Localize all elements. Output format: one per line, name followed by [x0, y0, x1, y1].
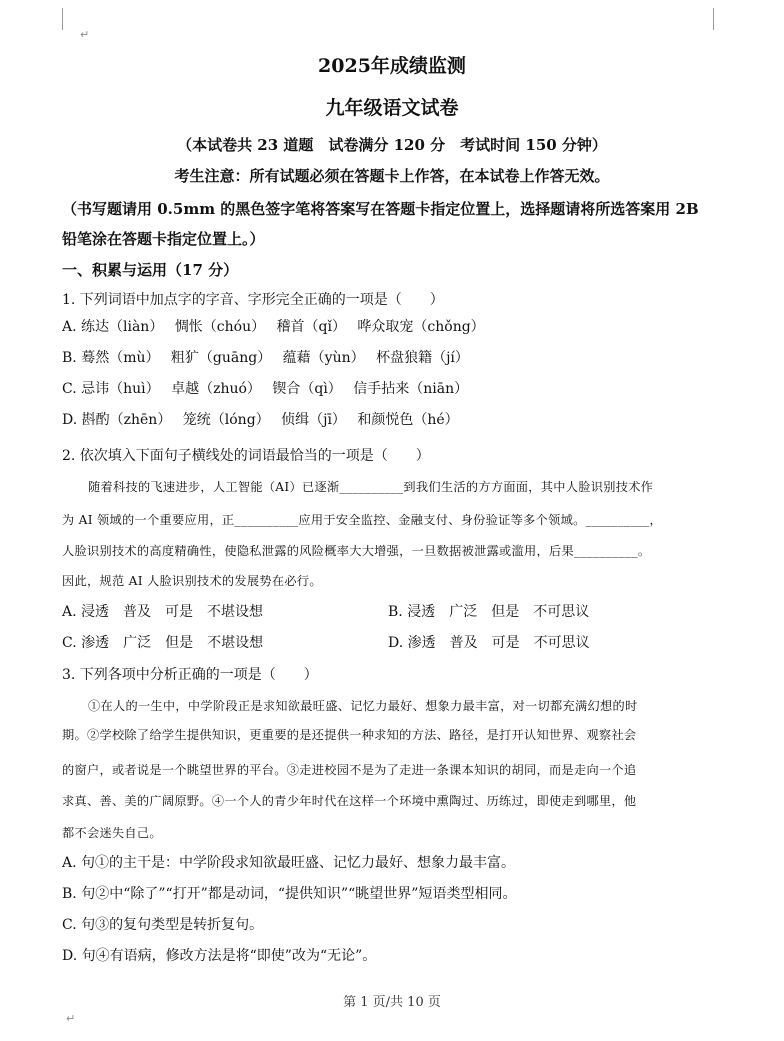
crop-mark-right: [713, 8, 714, 30]
exam-title: 2025年成绩监测: [318, 55, 466, 77]
question-2-option-b: B. 浸透 广泛 但是 不可思议: [388, 604, 590, 620]
paragraph-mark-icon: ↵: [80, 28, 90, 41]
question-2-option-d: D. 渗透 普及 可是 不可思议: [388, 635, 590, 651]
question-2-option-a: A. 浸透 普及 可是 不堪设想: [62, 604, 264, 620]
section-title: 一、积累与运用（17 分）: [62, 261, 239, 279]
question-1-option-d: D. 斟酌（zhēn） 笼统（lóng） 侦缉（jī） 和颜悦色（hé）: [62, 412, 459, 428]
exam-instruction-line1: （书写题请用 0.5mm 的黑色签字笔将答案写在答题卡指定位置上，选择题请将所选答案用 2B: [62, 200, 699, 218]
question-2-passage-line: 为 AI 领域的一个重要应用，正__________应用于安全监控、金融支付、身份验证等多个领域。__________，: [62, 513, 662, 527]
question-2-stem: 2. 依次填入下面句子横线处的词语最恰当的一项是（ ）: [62, 448, 430, 464]
exam-subtitle: 九年级语文试卷: [325, 97, 459, 119]
exam-notice: 考生注意：所有试题必须在答题卡上作答，在本试卷上作答无效。: [174, 167, 610, 185]
paragraph-mark-icon: ↵: [66, 1012, 76, 1025]
question-3-passage-line: 都不会迷失自己。: [62, 826, 162, 840]
question-3-option-a: A. 句①的主干是：中学阶段求知欲最旺盛、记忆力最好、想象力最丰富。: [62, 855, 516, 871]
question-1-stem: 1. 下列词语中加点字的字音、字形完全正确的一项是（ ）: [62, 292, 444, 308]
question-2-passage-line: 因此，规范 AI 人脸识别技术的发展势在必行。: [62, 574, 322, 588]
question-2-passage-line: 人脸识别技术的高度精确性，使隐私泄露的风险概率大大增强，一旦数据被泄露或滥用，后果__________。: [62, 544, 651, 558]
question-3-passage-line: 求真、善、美的广阔原野。④一个人的青少年时代在这样一个环境中熏陶过、历练过，即使走到哪里，他: [62, 794, 637, 808]
exam-instruction-line2: 铅笔涂在答题卡指定位置上。）: [62, 230, 265, 248]
question-3-passage-line: 期。②学校除了给学生提供知识，更重要的是还提供一种求知的方法、路径，是打开认知世界、观察社会: [62, 728, 637, 742]
question-2-passage-line: 随着科技的飞速进步，人工智能（AI）已逐渐__________到我们生活的方方面面，其中人脸识别技术作: [88, 480, 654, 494]
question-1-option-a: A. 练达（liàn） 惆怅（chóu） 稽首（qǐ） 哗众取宠（chǒng）: [62, 319, 485, 335]
question-3-passage-line: ①在人的一生中，中学阶段正是求知欲最旺盛、记忆力最好、想象力最丰富，对一切都充满幻想的时: [88, 699, 638, 713]
exam-info: （本试卷共 23 道题 试卷满分 120 分 考试时间 150 分钟）: [177, 136, 607, 154]
question-3-option-d: D. 句④有语病，修改方法是将“即使”改为“无论”。: [62, 948, 377, 964]
question-1-option-b: B. 蓦然（mù） 粗犷（guāng） 蕴藉（yùn） 杯盘狼籍（jí）: [62, 350, 469, 366]
question-3-stem: 3. 下列各项中分析正确的一项是（ ）: [62, 667, 318, 683]
question-3-passage-line: 的窗户，或者说是一个眺望世界的平台。③走进校园不是为了走进一条课本知识的胡同，而是走向一个追: [62, 763, 637, 777]
question-1-option-c: C. 忌讳（huì） 卓越（zhuó） 锲合（qì） 信手拈来（niān）: [62, 381, 469, 397]
page-number: 第 1 页/共 10 页: [343, 995, 441, 1010]
crop-mark-left: [62, 8, 63, 30]
question-3-option-b: B. 句②中“除了”“打开”都是动词，“提供知识”“眺望世界”短语类型相同。: [62, 886, 517, 902]
question-3-option-c: C. 句③的复句类型是转折复句。: [62, 917, 264, 933]
question-2-option-c: C. 渗透 广泛 但是 不堪设想: [62, 635, 264, 651]
